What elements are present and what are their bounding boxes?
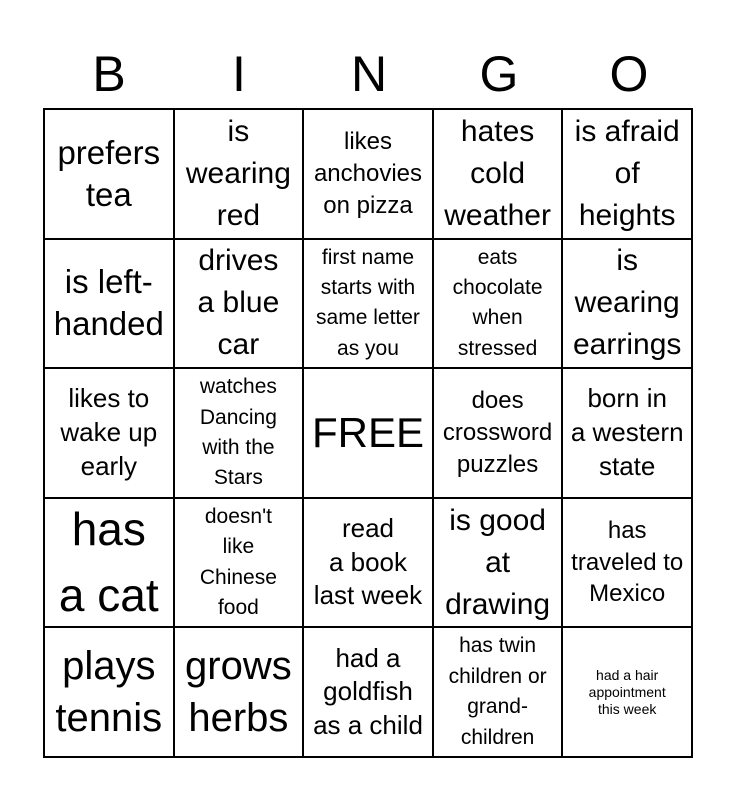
bingo-cell[interactable]: is good at drawing bbox=[433, 498, 563, 628]
bingo-header bbox=[44, 44, 694, 104]
bingo-cell[interactable]: first name starts with same letter as you bbox=[303, 239, 433, 369]
bingo-cell[interactable]: watches Dancing with the Stars bbox=[174, 368, 304, 498]
header-letter-g: G bbox=[479, 46, 519, 102]
bingo-cell[interactable]: likes anchovies on pizza bbox=[303, 109, 433, 239]
header-letter-b: B bbox=[92, 46, 126, 102]
free-space[interactable]: FREE bbox=[303, 368, 433, 498]
header-letter-i: I bbox=[232, 46, 246, 102]
bingo-cell[interactable]: grows herbs bbox=[174, 627, 304, 757]
bingo-cell[interactable]: had a hair appointment this week bbox=[562, 627, 692, 757]
bingo-cell[interactable]: has a cat bbox=[44, 498, 174, 628]
bingo-cell[interactable]: is afraid of heights bbox=[562, 109, 692, 239]
bingo-cell[interactable]: hates cold weather bbox=[433, 109, 563, 239]
bingo-cell[interactable]: has traveled to Mexico bbox=[562, 498, 692, 628]
bingo-cell[interactable]: eats chocolate when stressed bbox=[433, 239, 563, 369]
header-letter-n: N bbox=[350, 46, 388, 102]
bingo-cell[interactable]: does crossword puzzles bbox=[433, 368, 563, 498]
bingo-cell[interactable]: read a book last week bbox=[303, 498, 433, 628]
bingo-cell[interactable]: prefers tea bbox=[44, 109, 174, 239]
header-letter-o: O bbox=[609, 46, 649, 102]
bingo-cell[interactable]: is wearing red bbox=[174, 109, 304, 239]
bingo-cell[interactable]: drives a blue car bbox=[174, 239, 304, 369]
bingo-board bbox=[43, 108, 693, 758]
bingo-cell[interactable]: plays tennis bbox=[44, 627, 174, 757]
bingo-cell[interactable]: likes to wake up early bbox=[44, 368, 174, 498]
bingo-cell[interactable]: doesn't like Chinese food bbox=[174, 498, 304, 628]
bingo-cell[interactable]: is left- handed bbox=[44, 239, 174, 369]
bingo-cell[interactable]: has twin children or grand- children bbox=[433, 627, 563, 757]
bingo-cell[interactable]: is wearing earrings bbox=[562, 239, 692, 369]
bingo-cell[interactable]: had a goldfish as a child bbox=[303, 627, 433, 757]
bingo-cell[interactable]: born in a western state bbox=[562, 368, 692, 498]
